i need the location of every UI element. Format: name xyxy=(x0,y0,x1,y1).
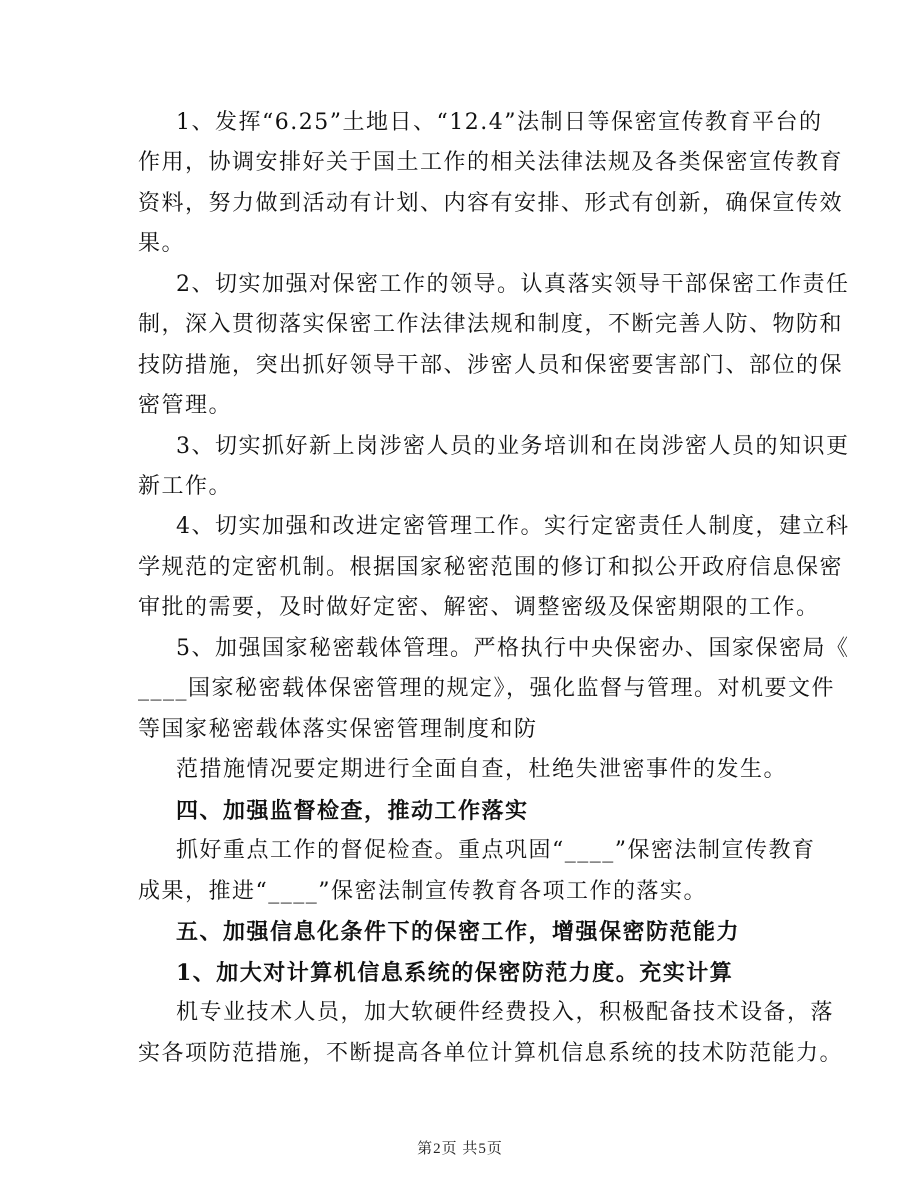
paragraph-2-line-4: 密管理。 xyxy=(138,393,233,418)
paragraph-4-line-3: 审批的需要，及时做好定密、解密、调整密级及保密期限的工作。 xyxy=(138,595,820,620)
section-4-line-1: 抓好重点工作的督促检查。重点巩固“____”保密法制宣传教育 xyxy=(176,838,816,863)
section-heading-4: 四、加强监督检查，推动工作落实 xyxy=(176,798,529,824)
paragraph-4-line-1: 4、切实加强和改进定密管理工作。实行定密责任人制度，建立科 xyxy=(176,514,850,539)
paragraph-5-line-3: 等国家秘密载体落实保密管理制度和防 xyxy=(138,717,538,742)
paragraph-1-line-3: 资料，努力做到活动有计划、内容有安排、形式有创新，确保宣传效 xyxy=(138,191,844,216)
paragraph-1-line-4: 果。 xyxy=(138,231,186,256)
section-heading-5: 五、加强信息化条件下的保密工作，增强保密防范能力 xyxy=(176,919,741,945)
paragraph-2-line-2: 制，深入贯彻落实保密工作法律法规和制度，不断完善人防、物防和 xyxy=(138,312,844,337)
section-5-item-1-line-1: 机专业技术人员，加大软硬件经费投入，积极配备技术设备，落 xyxy=(176,1000,835,1025)
paragraph-3-line-1: 3、切实抓好新上岗涉密人员的业务培训和在岗涉密人员的知识更 xyxy=(176,434,850,459)
paragraph-1-line-1: 1、发挥“6.25”土地日、“12.4”法制日等保密宣传教育平台的 xyxy=(176,110,823,135)
paragraph-5-line-1: 5、加强国家秘密载体管理。严格执行中央保密办、国家保密局《 xyxy=(176,636,850,661)
paragraph-5-line-2: ____国家秘密载体保密管理的规定》，强化监督与管理。对机要文件 xyxy=(138,676,836,701)
paragraph-5-line-4: 范措施情况要定期进行全面自查，杜绝失泄密事件的发生。 xyxy=(176,757,788,782)
paragraph-2-line-1: 2、切实加强对保密工作的领导。认真落实领导干部保密工作责任 xyxy=(176,272,850,297)
section-5-item-1-heading: 1、加大对计算机信息系统的保密防范力度。充实计算 xyxy=(176,960,734,986)
section-4-line-2: 成果，推进“____”保密法制宣传教育各项工作的落实。 xyxy=(138,879,707,904)
paragraph-1-line-2: 作用，协调安排好关于国土工作的相关法律法规及各类保密宣传教育 xyxy=(138,150,844,175)
section-5-item-1-line-2: 实各项防范措施，不断提高各单位计算机信息系统的技术防范能力。 xyxy=(138,1041,844,1066)
paragraph-2-line-3: 技防措施，突出抓好领导干部、涉密人员和保密要害部门、部位的保 xyxy=(138,353,844,378)
page-number-footer: 第2页 共5页 xyxy=(417,1141,503,1157)
paragraph-3-line-2: 新工作。 xyxy=(138,474,233,499)
paragraph-4-line-2: 学规范的定密机制。根据国家秘密范围的修订和拟公开政府信息保密 xyxy=(138,555,844,580)
